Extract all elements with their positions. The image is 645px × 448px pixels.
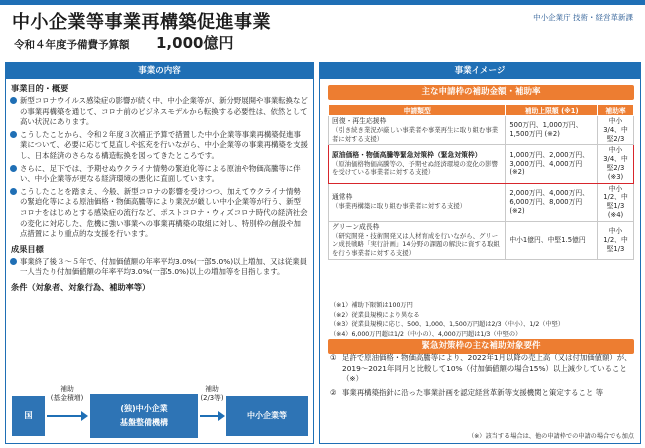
subsidy-label-1: 補助 (基金積増) xyxy=(50,385,84,402)
row-limit-cell: 2,000万円、4,000万円、6,000万円、8,000万円 (※2) xyxy=(506,183,598,221)
purpose-bullet: こうしたことを踏まえ、今般、新型コロナの影響を受けつつ、加えてウクライナ情勢の緊迫化等による原油価格・物価高騰等により業況が厳しい中小企業等が行う、新型コロナをはじめとする感染症の流行など、ポストコロナ・ウィズコロナ時代の経済社会の変化に対応した、危機に強い事業への事業再構築の取組に対し、特別枠の創設や加点措置により重点的な支援を行います。 xyxy=(6,187,313,240)
panel-header-image: 事業イメージ xyxy=(320,63,640,79)
bullet-dot-icon xyxy=(10,131,17,138)
requirement-text: 足許で原油価格・物価高騰等により、2022年1月以降の売上高（又は付加価値額）が、2019～2021年同月と比較して10%（付加価値額の場合15%）以上減少していること（※） xyxy=(342,353,632,384)
page-title: 中小企業等事業再構築促進事業 xyxy=(12,12,271,33)
note-line: （※3）従業員規模に応じ、500、1,000、1,500万円超は2/3（中小）、1/2（中堅） xyxy=(330,321,565,328)
footnote: （※）該当する場合は、他の申請枠での申請の場合でも加点 xyxy=(467,433,634,440)
flow-arrow-2-line xyxy=(200,415,218,417)
table-row xyxy=(329,116,634,145)
note-line: （※2）従業員規模により異なる xyxy=(330,311,420,319)
row-rate-cell: 中小3/4、中堅2/3 xyxy=(598,116,634,145)
table-notes xyxy=(330,301,634,339)
col-header-type: 申請類型 xyxy=(329,105,506,116)
requirement-item xyxy=(330,353,636,385)
bullet-dot-icon xyxy=(10,258,17,265)
budget-amount: 1,000億円 xyxy=(156,34,234,52)
row-rate-cell: 中小1/2、中堅1/3 xyxy=(598,221,634,259)
row-type-cell: 回復・再生応援枠 （引き続き業況が厳しい事業者や事業再生に取り組む事業者に対する支援） xyxy=(329,116,506,145)
table-row-highlighted xyxy=(329,145,634,183)
row-rate-cell: 中小3/4、中堅2/3 (※3) xyxy=(598,145,634,183)
smrj-box: (独)中小企業 基盤整備機構 xyxy=(90,394,198,438)
business-image-panel xyxy=(319,62,641,444)
gov-box: 国 xyxy=(12,396,45,436)
sme-box: 中小企業等 xyxy=(226,396,308,436)
row-limit-cell: 1,000万円、2,000万円、3,000万円、4,000万円 (※2) xyxy=(506,145,598,183)
row-limit-cell: 500万円、1,000万円、1,500万円 (※2) xyxy=(506,116,598,145)
table-header-row xyxy=(329,105,634,116)
bullet-dot-icon xyxy=(10,188,17,195)
row-type-cell: グリーン成長枠 （研究開発・技術開発又は人材育成を行いながら、グリーン成長戦略「実行計画」14分野の課題の解決に資する取組を行う事業者に対する支援） xyxy=(329,221,506,259)
subsidy-table xyxy=(328,104,634,260)
row-type-cell: 通常枠 （事業再構築に取り組む事業者に対する支援） xyxy=(329,183,506,221)
requirement-item xyxy=(330,388,636,399)
requirements-list xyxy=(330,353,636,401)
outcome-heading: 成果目標 xyxy=(11,243,44,254)
note-line: （※1）補助下限額は100万円 xyxy=(330,302,413,309)
requirement-number: ② xyxy=(330,387,337,397)
table-title-bar: 主な申請枠の補助金額・補助率 xyxy=(328,85,634,100)
row-type-cell: 原油価格・物価高騰等緊急対策枠（緊急対策枠） （原油価格物価高騰等の、予期せぬ経済環境の変化の影響を受けている事業者に対する支援） xyxy=(329,145,506,183)
subsidy-label-2: 補助 (2/3等) xyxy=(200,385,224,402)
organization-label: 中小企業庁 技術・経営革新課 xyxy=(533,13,633,22)
col-header-rate: 補助率 xyxy=(598,105,634,116)
table-row xyxy=(329,221,634,259)
arrow-right-icon xyxy=(218,411,225,421)
top-accent-bar xyxy=(0,0,645,5)
outcome-bullet: 事業終了後３～５年で、付加価値額の年率平均3.0%(一部5.0%)以上増加、又は従業員一人当たり付加価値額の年率平均3.0%(一部5.0%)以上の増加等を目指します。 xyxy=(6,257,313,278)
requirement-number: ① xyxy=(330,353,337,362)
purpose-heading: 事業目的・概要 xyxy=(11,83,69,93)
requirements-title-bar: 緊急対策枠の主な補助対象要件 xyxy=(328,339,634,354)
bullet-dot-icon xyxy=(10,97,17,104)
row-rate-cell: 中小1/2、中堅1/3 (※4) xyxy=(598,183,634,221)
requirement-text: 事業再構築指針に沿った事業計画を認定経営革新等支援機関と策定すること 等 xyxy=(342,387,604,397)
business-content-panel xyxy=(5,62,314,444)
col-header-limit: 補助上限額 (※1) xyxy=(506,105,598,116)
row-limit-cell: 中小1億円、中堅1.5億円 xyxy=(506,221,598,259)
arrow-right-icon xyxy=(81,411,88,421)
conditions-heading: 条件（対象者、対象行為、補助率等） xyxy=(11,281,151,292)
funding-flow-diagram xyxy=(12,385,309,441)
panel-header-content: 事業の内容 xyxy=(6,63,313,79)
purpose-bullet: こうしたことから、令和２年度３次補正予算で措置した中小企業等事業再構築促進事業について、必要に応じて見直しや拡充を行いながら、中小企業等の事業再構築を支援し、日本経済のさらなる構造転換を図ってきたところです。 xyxy=(6,130,313,162)
bullet-dot-icon xyxy=(10,165,17,172)
purpose-bullet: さらに、足下では、予期せぬウクライナ情勢の緊迫化等による原油や物価高騰等に伴い、中小企業等が更なる経済環境の悪化に直面しています。 xyxy=(6,164,313,185)
flow-arrow-1-line xyxy=(47,415,81,417)
note-line: （※4）6,000万円超は1/2（中小の）、4,000万円超は1/3（中堅の） xyxy=(330,330,522,338)
budget-label: 令和４年度予備費予算額 xyxy=(14,39,130,51)
table-row xyxy=(329,183,634,221)
purpose-bullet: 新型コロナウイルス感染症の影響が続く中、中小企業等が、新分野展開や事業転換などの事業再構築を通じて、コロナ前のビジネスモデルから転換する必要性は、依然として高い状況にあります。 xyxy=(6,96,313,128)
